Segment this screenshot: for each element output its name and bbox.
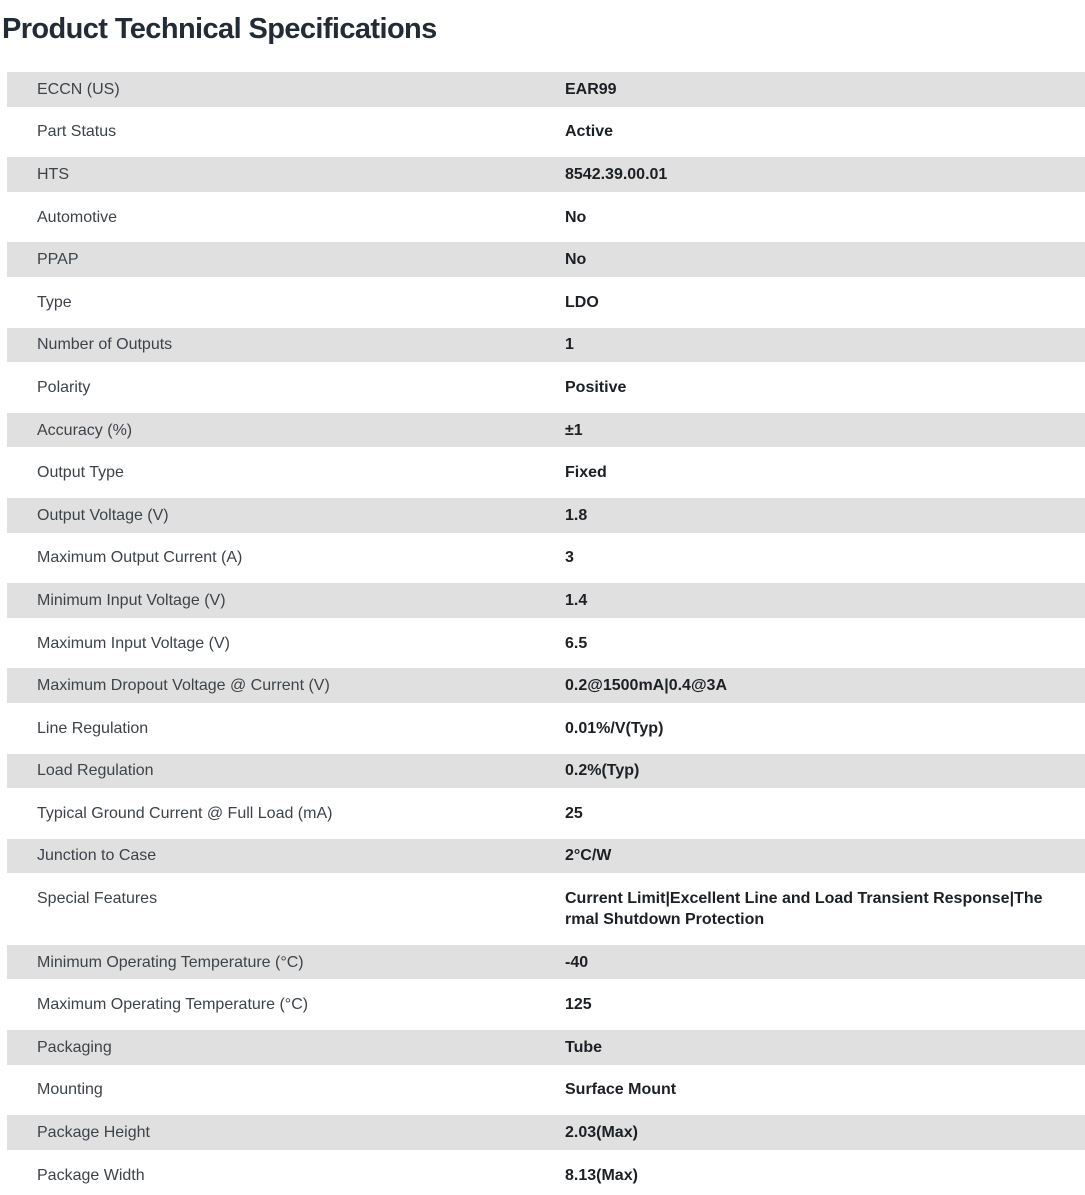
spec-label: Typical Ground Current @ Full Load (mA) xyxy=(37,804,333,822)
spec-label: Accuracy (%) xyxy=(37,421,133,439)
spec-value: 8.13(Max) xyxy=(565,1166,638,1184)
spec-label: Package Height xyxy=(37,1124,150,1142)
spec-row xyxy=(7,622,1085,665)
spec-row xyxy=(7,451,1085,494)
page-title: Product Technical Specifications xyxy=(2,13,437,45)
spec-row xyxy=(7,835,1085,878)
spec-value: Fixed xyxy=(565,464,607,482)
spec-value: Active xyxy=(565,123,614,141)
spec-value: 0.01%/V(Typ) xyxy=(565,719,664,737)
spec-label: Output Type xyxy=(37,464,124,482)
spec-value: Positive xyxy=(565,378,627,396)
spec-row xyxy=(7,877,1085,941)
spec-label: Maximum Operating Temperature (°C) xyxy=(37,996,309,1014)
spec-value: No xyxy=(565,208,587,226)
spec-label: Minimum Input Voltage (V) xyxy=(37,591,226,609)
spec-label: Mounting xyxy=(37,1081,103,1099)
spec-value: 3 xyxy=(565,549,574,567)
spec-value: Current Limit|Excellent Line and Load Transient Response|Thermal Shutdown Protection xyxy=(565,890,1043,929)
spec-row xyxy=(7,494,1085,537)
spec-row xyxy=(7,281,1085,324)
spec-value: 2.03(Max) xyxy=(565,1124,638,1142)
spec-label: HTS xyxy=(37,165,69,183)
spec-table xyxy=(7,68,1085,1195)
spec-value: 25 xyxy=(565,804,583,822)
spec-row xyxy=(7,664,1085,707)
spec-row xyxy=(7,68,1085,111)
spec-row xyxy=(7,153,1085,196)
spec-value: 1.4 xyxy=(565,591,588,609)
spec-value: EAR99 xyxy=(565,80,617,98)
spec-label: Special Features xyxy=(37,890,158,908)
spec-label: Number of Outputs xyxy=(37,336,173,354)
spec-label: Package Width xyxy=(37,1166,145,1184)
spec-value: No xyxy=(565,251,587,269)
spec-value: LDO xyxy=(565,293,599,311)
spec-label: Maximum Dropout Voltage @ Current (V) xyxy=(37,677,330,695)
spec-row xyxy=(7,111,1085,154)
spec-label: Type xyxy=(37,293,72,311)
spec-label: PPAP xyxy=(37,251,79,269)
spec-row xyxy=(7,409,1085,452)
spec-value: 1 xyxy=(565,336,574,354)
spec-row xyxy=(7,1026,1085,1069)
spec-value: -40 xyxy=(565,953,589,971)
spec-row xyxy=(7,1111,1085,1154)
spec-value: ±1 xyxy=(565,421,583,439)
spec-label: Packaging xyxy=(37,1038,112,1056)
spec-label: Load Regulation xyxy=(37,762,154,780)
spec-label: Junction to Case xyxy=(37,847,157,865)
spec-row xyxy=(7,750,1085,793)
spec-row xyxy=(7,579,1085,622)
spec-row xyxy=(7,707,1085,750)
spec-row xyxy=(7,196,1085,239)
spec-label: Minimum Operating Temperature (°C) xyxy=(37,953,304,971)
spec-value: 1.8 xyxy=(565,506,588,524)
spec-label: Polarity xyxy=(37,378,91,396)
spec-row xyxy=(7,983,1085,1026)
spec-value: 2°C/W xyxy=(565,847,612,865)
spec-value: 0.2%(Typ) xyxy=(565,762,640,780)
spec-label: Automotive xyxy=(37,208,118,226)
spec-label: Maximum Input Voltage (V) xyxy=(37,634,230,652)
spec-row xyxy=(7,324,1085,367)
spec-row xyxy=(7,792,1085,835)
spec-label: Line Regulation xyxy=(37,719,149,737)
spec-value: Surface Mount xyxy=(565,1081,677,1099)
spec-value: Tube xyxy=(565,1038,603,1056)
spec-label: Output Voltage (V) xyxy=(37,506,169,524)
spec-row xyxy=(7,1154,1085,1195)
spec-row xyxy=(7,941,1085,984)
spec-label: ECCN (US) xyxy=(37,80,120,98)
spec-value: 125 xyxy=(565,996,592,1014)
spec-row xyxy=(7,366,1085,409)
spec-value: 0.2@1500mA|0.4@3A xyxy=(565,677,727,695)
spec-value: 6.5 xyxy=(565,634,588,652)
spec-row xyxy=(7,1069,1085,1112)
spec-label: Maximum Output Current (A) xyxy=(37,549,243,567)
spec-row xyxy=(7,537,1085,580)
spec-label: Part Status xyxy=(37,123,117,141)
spec-value: 8542.39.00.01 xyxy=(565,165,668,183)
spec-row xyxy=(7,238,1085,281)
